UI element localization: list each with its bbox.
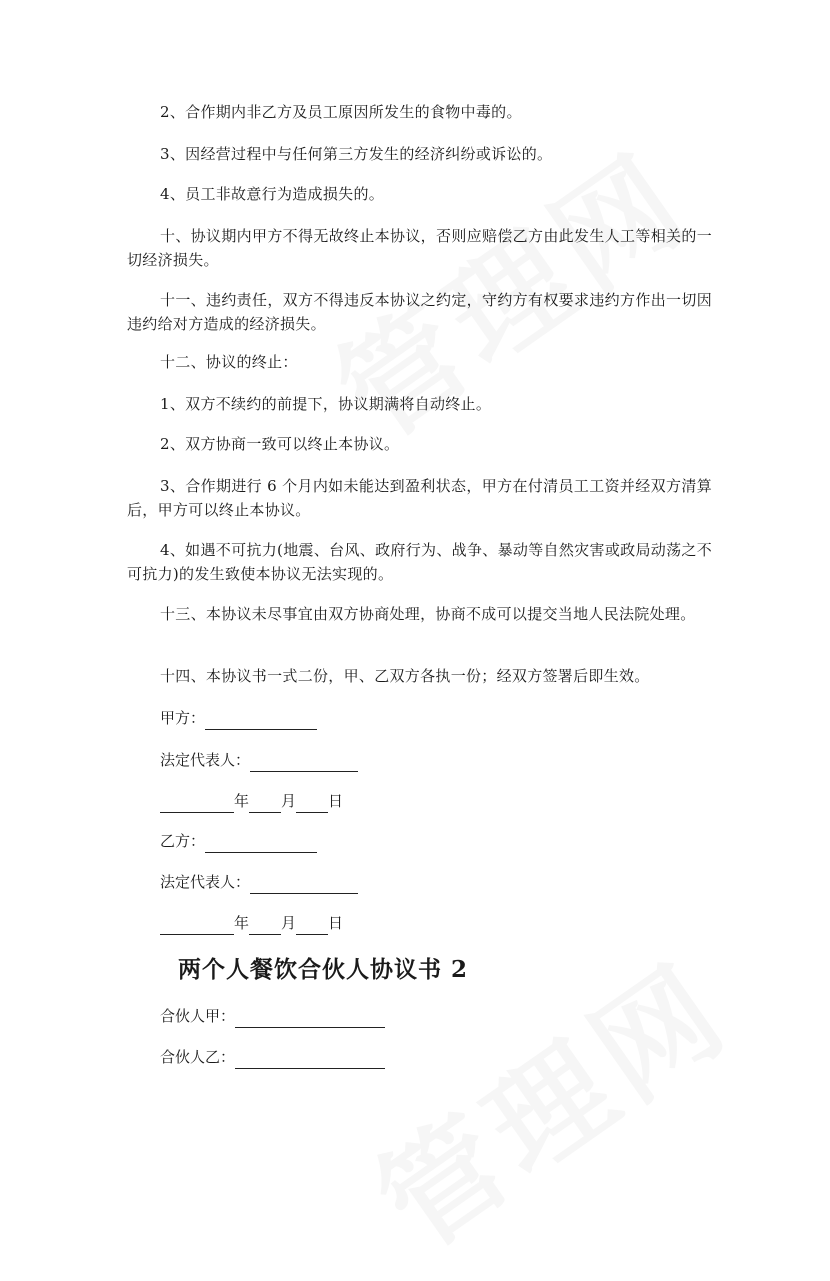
clause-twelve-heading: 十二、协议的终止：	[160, 353, 298, 371]
clause-item-4: 4、员工非故意行为造成损失的。	[160, 185, 385, 203]
date-b-line	[160, 911, 343, 935]
clause-ten: 十、协议期内甲方不得无故终止本协议，否则应赔偿乙方由此发生人工等相关的一切经济损失。	[127, 227, 712, 269]
party-b-blank[interactable]	[205, 835, 317, 853]
legal-rep-a-label: 法定代表人：	[160, 751, 251, 769]
partner-b-blank[interactable]	[235, 1051, 385, 1069]
date-a-year-blank[interactable]	[160, 795, 234, 813]
legal-rep-b-blank[interactable]	[250, 876, 358, 894]
clause-item-3: 3、因经营过程中与任何第三方发生的经济纠纷或诉讼的。	[160, 145, 553, 163]
clause-eleven: 十一、违约责任，双方不得违反本协议之约定，守约方有权要求违约方作出一切因违约给对方造成的经济损失。	[127, 291, 712, 333]
partner-a-blank[interactable]	[235, 1010, 385, 1028]
clause-thirteen: 十三、本协议未尽事宜由双方协商处理，协商不成可以提交当地人民法院处理。	[160, 605, 696, 623]
party-a-blank[interactable]	[205, 712, 317, 730]
date-a-month-blank[interactable]	[249, 795, 281, 813]
termination-item-2: 2、双方协商一致可以终止本协议。	[160, 435, 400, 453]
month-label: 月	[281, 914, 297, 932]
clause-item-2: 2、合作期内非乙方及员工原因所发生的食物中毒的。	[160, 103, 522, 121]
legal-rep-b-line	[160, 870, 358, 894]
partner-b-line	[160, 1045, 385, 1069]
date-b-month-blank[interactable]	[249, 917, 281, 935]
termination-item-3: 3、合作期进行 6 个月内如未能达到盈利状态，甲方在付清员工工资并经双方清算后，甲方可以终止本协议。	[127, 477, 712, 519]
termination-item-1: 1、双方不续约的前提下，协议期满将自动终止。	[160, 395, 492, 413]
clause-fourteen: 十四、本协议书一式二份，甲、乙双方各执一份；经双方签署后即生效。	[160, 667, 650, 685]
legal-rep-a-blank[interactable]	[250, 754, 358, 772]
month-label: 月	[281, 792, 297, 810]
date-a-day-blank[interactable]	[296, 795, 328, 813]
party-b-line	[160, 829, 317, 853]
legal-rep-a-line	[160, 748, 358, 772]
date-b-year-blank[interactable]	[160, 917, 234, 935]
year-label: 年	[234, 792, 250, 810]
party-b-label: 乙方：	[160, 832, 206, 850]
date-a-line	[160, 789, 343, 813]
day-label: 日	[328, 914, 344, 932]
day-label: 日	[328, 792, 344, 810]
legal-rep-b-label: 法定代表人：	[160, 873, 251, 891]
date-b-day-blank[interactable]	[296, 917, 328, 935]
partner-a-line	[160, 1004, 385, 1028]
year-label: 年	[234, 914, 250, 932]
document-title: 两个人餐饮合伙人协议书 2	[178, 956, 469, 983]
partner-a-label: 合伙人甲：	[160, 1007, 236, 1025]
termination-item-4: 4、如遇不可抗力(地震、台风、政府行为、战争、暴动等自然灾害或政局动荡之不可抗力)的发生致使本协议无法实现的。	[127, 541, 712, 583]
party-a-label: 甲方：	[160, 709, 206, 727]
partner-b-label: 合伙人乙：	[160, 1048, 236, 1066]
party-a-line	[160, 706, 317, 730]
